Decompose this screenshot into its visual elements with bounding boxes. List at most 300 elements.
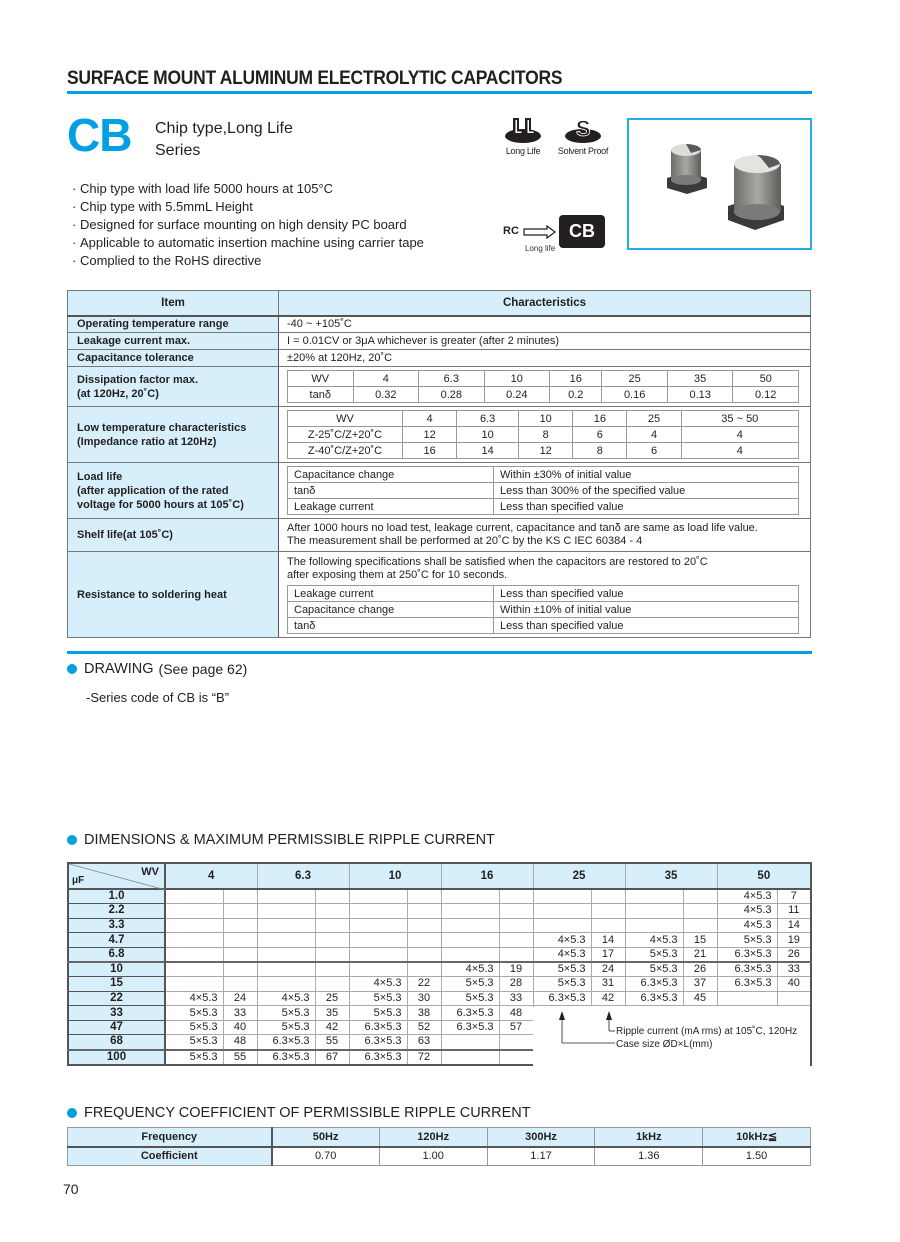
ripple-current-cell: [315, 889, 349, 904]
col-header-characteristics: Characteristics: [279, 291, 811, 316]
solvent-proof-label: Solvent Proof: [557, 146, 609, 156]
ripple-current-cell: 72: [407, 1050, 441, 1065]
case-size-cell: [165, 962, 223, 977]
case-size-cell: [165, 933, 223, 948]
row-label-line: (after application of the rated: [77, 484, 229, 497]
row-label: [68, 407, 279, 463]
case-size-cell: [257, 889, 315, 904]
ripple-current-cell: 19: [499, 962, 533, 977]
case-size-cell: 5×5.3: [625, 962, 683, 977]
spec-value: Less than specified value: [494, 618, 799, 634]
case-size-cell: 6.3×5.3: [717, 977, 777, 992]
ripple-current-cell: 40: [777, 977, 811, 992]
product-photo: [627, 118, 812, 250]
wv-value: 25: [627, 411, 681, 427]
ripple-current-cell: [407, 889, 441, 904]
ripple-current-cell: 48: [223, 1035, 257, 1050]
case-size-cell: [349, 962, 407, 977]
capacitance-cell: 4.7: [68, 933, 165, 948]
row-label: [68, 463, 279, 519]
bullet-icon: [67, 835, 77, 845]
case-size-cell: [625, 918, 683, 933]
case-size-cell: 6.3×5.3: [625, 991, 683, 1006]
bullet-icon: [67, 1108, 77, 1118]
capacitance-cell: 47: [68, 1020, 165, 1035]
coefficient-value: 0.70: [272, 1147, 380, 1166]
table-row: [68, 947, 811, 962]
ripple-current-cell: [407, 947, 441, 962]
case-size-cell: 6.3×5.3: [257, 1050, 315, 1065]
wv-header: 4: [165, 863, 257, 889]
case-size-cell: [257, 933, 315, 948]
case-size-cell: [349, 918, 407, 933]
ripple-current-cell: [223, 947, 257, 962]
frequency-value: 1kHz: [595, 1128, 703, 1147]
ripple-current-cell: 37: [683, 977, 717, 992]
case-size-cell: [441, 918, 499, 933]
spec-value: Less than 300% of the specified value: [494, 483, 799, 499]
ripple-current-cell: [315, 977, 349, 992]
spec-key: Leakage current: [288, 586, 494, 602]
wv-header: 35: [625, 863, 717, 889]
table-row: [68, 977, 811, 992]
spec-value: Within ±10% of initial value: [494, 602, 799, 618]
case-size-cell: 5×5.3: [257, 1020, 315, 1035]
ripple-current-cell: 45: [683, 991, 717, 1006]
case-size-cell: 5×5.3: [441, 991, 499, 1006]
ripple-current-cell: 55: [223, 1050, 257, 1065]
low-temp-table: [287, 410, 799, 459]
ripple-current-cell: [223, 977, 257, 992]
row-label-line: Low temperature characteristics: [77, 421, 247, 434]
ripple-current-cell: [223, 904, 257, 919]
row-value: I = 0.01CV or 3μA whichever is greater (after 2 minutes): [279, 333, 811, 350]
case-size-cell: 6.3×5.3: [349, 1020, 407, 1035]
case-size-cell: 4×5.3: [533, 933, 591, 948]
case-size-cell: 5×5.3: [349, 991, 407, 1006]
impedance-value: 12: [403, 427, 457, 443]
case-size-cell: 4×5.3: [349, 977, 407, 992]
drawing-page-ref: (See page 62): [158, 661, 248, 677]
table-row: [68, 350, 811, 367]
case-size-cell: 6.3×5.3: [349, 1050, 407, 1065]
ripple-current-cell: [407, 918, 441, 933]
case-size-cell: [349, 947, 407, 962]
case-size-cell: 5×5.3: [533, 962, 591, 977]
ripple-current-cell: 25: [315, 991, 349, 1006]
impedance-value: 4: [681, 443, 798, 459]
capacitance-cell: 6.8: [68, 947, 165, 962]
table-row: [68, 918, 811, 933]
ripple-current-cell: [315, 962, 349, 977]
soldering-note: after exposing them at 250˚C for 10 seconds.: [287, 569, 508, 581]
legend-ripple: Ripple current (mA rms) at 105˚C, 120Hz: [616, 1026, 798, 1037]
case-size-cell: [441, 947, 499, 962]
case-size-cell: [441, 904, 499, 919]
ripple-current-cell: 52: [407, 1020, 441, 1035]
case-size-cell: [349, 933, 407, 948]
row-label: Operating temperature range: [68, 316, 279, 333]
ripple-current-cell: [315, 947, 349, 962]
table-row: [68, 333, 811, 350]
series-name-line2: Series: [155, 142, 201, 159]
impedance-value: 16: [403, 443, 457, 459]
ripple-current-cell: 28: [499, 977, 533, 992]
coefficient-label: Coefficient: [68, 1147, 272, 1166]
uf-corner-label: μF: [72, 875, 85, 886]
lineage-note: Long life: [525, 244, 556, 253]
impedance-label: Z-25˚C/Z+20˚C: [288, 427, 403, 443]
coefficient-value: 1.50: [703, 1147, 811, 1166]
arrow-right-icon: [523, 225, 557, 239]
wv-value: 35: [667, 371, 733, 387]
case-size-cell: 4×5.3: [717, 889, 777, 904]
case-size-cell: [441, 933, 499, 948]
ripple-current-cell: 14: [777, 918, 811, 933]
spec-key: Leakage current: [288, 499, 494, 515]
ripple-current-cell: [407, 904, 441, 919]
capacitance-cell: 15: [68, 977, 165, 992]
impedance-value: 6: [627, 443, 681, 459]
shelf-life-line: The measurement shall be performed at 20˚C by the KS C IEC 60384 - 4: [287, 535, 643, 547]
ripple-current-cell: 22: [407, 977, 441, 992]
case-size-cell: [625, 889, 683, 904]
ripple-current-cell: [591, 904, 625, 919]
dissipation-table: [287, 370, 799, 403]
case-size-cell: [257, 947, 315, 962]
solvent-proof-badge: [553, 116, 613, 156]
feature-item: · Chip type with load life 5000 hours at 105°C: [72, 180, 424, 198]
wv-value: 16: [573, 411, 627, 427]
case-size-cell: [349, 889, 407, 904]
table-row: [68, 316, 811, 333]
dimensions-legend: [533, 1007, 810, 1067]
svg-text:S: S: [575, 116, 591, 141]
ripple-current-cell: 33: [777, 962, 811, 977]
table-row: [68, 519, 811, 552]
frequency-title: FREQUENCY COEFFICIENT OF PERMISSIBLE RIPPLE CURRENT: [84, 1105, 531, 1121]
capacitance-cell: 1.0: [68, 889, 165, 904]
case-size-cell: [165, 947, 223, 962]
table-row: [68, 407, 811, 463]
case-size-cell: 5×5.3: [165, 1006, 223, 1021]
coefficient-value: 1.00: [379, 1147, 487, 1166]
case-size-cell: [257, 977, 315, 992]
case-size-cell: 4×5.3: [165, 991, 223, 1006]
wv-header: 6.3: [257, 863, 349, 889]
tan-value: 0.2: [550, 387, 602, 403]
case-size-cell: [533, 889, 591, 904]
load-life-table: [287, 466, 799, 515]
tan-value: 0.13: [667, 387, 733, 403]
case-size-cell: [717, 991, 777, 1006]
spec-key: Capacitance change: [288, 467, 494, 483]
case-size-cell: [165, 918, 223, 933]
wv-value: 6.3: [419, 371, 485, 387]
table-row: [68, 889, 811, 904]
dimensions-heading: [67, 832, 495, 848]
coefficient-value: 1.36: [595, 1147, 703, 1166]
impedance-value: 8: [573, 443, 627, 459]
case-size-cell: [165, 904, 223, 919]
ripple-current-cell: [407, 933, 441, 948]
frequency-value: 50Hz: [272, 1128, 380, 1147]
ripple-current-cell: 42: [591, 991, 625, 1006]
feature-item: · Designed for surface mounting on high density PC board: [72, 216, 424, 234]
wv-value: 10: [519, 411, 573, 427]
ripple-current-cell: 24: [591, 962, 625, 977]
ripple-current-cell: 26: [777, 947, 811, 962]
long-life-icon: [503, 116, 543, 144]
tan-label: tanδ: [288, 387, 354, 403]
ripple-current-cell: 15: [683, 933, 717, 948]
corner-header: [68, 863, 165, 889]
page-title: SURFACE MOUNT ALUMINUM ELECTROLYTIC CAPACITORS: [67, 68, 563, 89]
ripple-current-cell: [591, 918, 625, 933]
current-series-box: CB: [559, 215, 605, 248]
ripple-current-cell: 33: [499, 991, 533, 1006]
ripple-current-cell: [223, 918, 257, 933]
ripple-current-cell: 67: [315, 1050, 349, 1065]
dissipation-cell: [279, 367, 811, 407]
frequency-value: 120Hz: [379, 1128, 487, 1147]
case-size-cell: 6.3×5.3: [349, 1035, 407, 1050]
case-size-cell: 4×5.3: [533, 947, 591, 962]
table-row: [68, 933, 811, 948]
ripple-current-cell: [499, 947, 533, 962]
row-label: Capacitance tolerance: [68, 350, 279, 367]
case-size-cell: [165, 889, 223, 904]
case-size-cell: [533, 904, 591, 919]
wv-header: 16: [441, 863, 533, 889]
table-row: [68, 904, 811, 919]
case-size-cell: [165, 977, 223, 992]
series-lineage: [503, 215, 608, 255]
feature-list: [72, 180, 424, 270]
wv-header: 25: [533, 863, 625, 889]
legend-case-size: Case size ØD×L(mm): [616, 1039, 713, 1050]
soldering-note: The following specifications shall be satisfied when the capacitors are restored to 20˚C: [287, 556, 708, 568]
ripple-current-cell: 48: [499, 1006, 533, 1021]
ripple-current-cell: [499, 1035, 533, 1050]
coefficient-value: 1.17: [487, 1147, 595, 1166]
predecessor-series: RC: [503, 225, 519, 237]
ripple-current-cell: [777, 991, 811, 1006]
ripple-current-cell: [499, 1050, 533, 1065]
tan-value: 0.28: [419, 387, 485, 403]
case-size-cell: [349, 904, 407, 919]
impedance-value: 10: [457, 427, 519, 443]
row-label-line: Dissipation factor max.: [77, 373, 199, 386]
case-size-cell: 5×5.3: [533, 977, 591, 992]
feature-item: · Complied to the RoHS directive: [72, 252, 424, 270]
ripple-current-cell: 21: [683, 947, 717, 962]
case-size-cell: 5×5.3: [625, 947, 683, 962]
case-size-cell: 6.3×5.3: [441, 1006, 499, 1021]
ripple-current-cell: [315, 933, 349, 948]
series-name: [155, 118, 293, 162]
title-rule: [67, 91, 812, 94]
case-size-cell: 5×5.3: [717, 933, 777, 948]
case-size-cell: 5×5.3: [165, 1020, 223, 1035]
case-size-cell: 6.3×5.3: [533, 991, 591, 1006]
table-row: [68, 962, 811, 977]
wv-value: 4: [353, 371, 419, 387]
ripple-current-cell: 19: [777, 933, 811, 948]
case-size-cell: [625, 904, 683, 919]
spec-key: tanδ: [288, 483, 494, 499]
case-size-cell: 5×5.3: [257, 1006, 315, 1021]
case-size-cell: 5×5.3: [165, 1035, 223, 1050]
ripple-current-cell: [499, 933, 533, 948]
case-size-cell: 6.3×5.3: [717, 962, 777, 977]
case-size-cell: [533, 918, 591, 933]
case-size-cell: 6.3×5.3: [625, 977, 683, 992]
ripple-current-cell: 38: [407, 1006, 441, 1021]
impedance-value: 6: [573, 427, 627, 443]
frequency-value: 300Hz: [487, 1128, 595, 1147]
row-label: Leakage current max.: [68, 333, 279, 350]
row-label-line: (Impedance ratio at 120Hz): [77, 435, 217, 448]
col-header-item: Item: [68, 291, 279, 316]
ripple-current-cell: 26: [683, 962, 717, 977]
wv-label: WV: [288, 411, 403, 427]
impedance-value: 14: [457, 443, 519, 459]
bullet-icon: [67, 664, 77, 674]
ripple-current-cell: [315, 918, 349, 933]
wv-label: WV: [288, 371, 354, 387]
ripple-current-cell: [499, 889, 533, 904]
case-size-cell: 4×5.3: [441, 962, 499, 977]
ripple-current-cell: [407, 962, 441, 977]
case-size-cell: 5×5.3: [349, 1006, 407, 1021]
ripple-current-cell: [683, 904, 717, 919]
row-label: Shelf life(at 105˚C): [68, 519, 279, 552]
capacitance-cell: 10: [68, 962, 165, 977]
wv-value: 16: [550, 371, 602, 387]
case-size-cell: 6.3×5.3: [717, 947, 777, 962]
table-row: [68, 463, 811, 519]
feature-item: · Chip type with 5.5mmL Height: [72, 198, 424, 216]
ripple-current-cell: [223, 962, 257, 977]
tan-value: 0.16: [602, 387, 668, 403]
row-label-line: Load life: [77, 470, 123, 483]
ripple-current-cell: 17: [591, 947, 625, 962]
wv-value: 10: [484, 371, 550, 387]
case-size-cell: 4×5.3: [717, 904, 777, 919]
ripple-current-cell: 33: [223, 1006, 257, 1021]
case-size-cell: 6.3×5.3: [441, 1020, 499, 1035]
wv-value: 4: [403, 411, 457, 427]
case-size-cell: [257, 904, 315, 919]
low-temp-cell: [279, 407, 811, 463]
series-code: CB: [67, 109, 132, 161]
case-size-cell: [257, 918, 315, 933]
frequency-value: 10kHz≦: [703, 1128, 811, 1147]
case-size-cell: 5×5.3: [165, 1050, 223, 1065]
impedance-value: 4: [681, 427, 798, 443]
ripple-current-cell: 31: [591, 977, 625, 992]
wv-value: 35 ~ 50: [681, 411, 798, 427]
case-size-cell: 6.3×5.3: [257, 1035, 315, 1050]
shelf-life-line: After 1000 hours no load test, leakage current, capacitance and tanδ are same as load life value.: [287, 522, 758, 534]
long-life-badge: [500, 116, 546, 156]
table-row: [68, 552, 811, 638]
ripple-current-cell: [223, 933, 257, 948]
spec-value: Less than specified value: [494, 586, 799, 602]
impedance-value: 12: [519, 443, 573, 459]
case-size-cell: 4×5.3: [257, 991, 315, 1006]
impedance-value: 4: [627, 427, 681, 443]
case-size-cell: [441, 1035, 499, 1050]
case-size-cell: 5×5.3: [441, 977, 499, 992]
wv-value: 50: [733, 371, 799, 387]
case-size-cell: [441, 1050, 499, 1065]
ripple-current-cell: [315, 904, 349, 919]
row-value: -40 ~ +105˚C: [279, 316, 811, 333]
frequency-label: Frequency: [68, 1128, 272, 1147]
capacitance-cell: 68: [68, 1035, 165, 1050]
ripple-current-cell: 42: [315, 1020, 349, 1035]
series-code-note: -Series code of CB is “B”: [86, 690, 230, 705]
ripple-current-cell: 11: [777, 904, 811, 919]
dimensions-title: DIMENSIONS & MAXIMUM PERMISSIBLE RIPPLE CURRENT: [84, 832, 495, 848]
solvent-proof-icon: [563, 116, 603, 144]
ripple-current-cell: 7: [777, 889, 811, 904]
case-size-cell: 4×5.3: [717, 918, 777, 933]
spec-value: Within ±30% of initial value: [494, 467, 799, 483]
tan-value: 0.24: [484, 387, 550, 403]
spec-key: tanδ: [288, 618, 494, 634]
ripple-current-cell: 30: [407, 991, 441, 1006]
ripple-current-cell: 35: [315, 1006, 349, 1021]
ripple-current-cell: 40: [223, 1020, 257, 1035]
wv-corner-label: WV: [141, 866, 159, 878]
row-label-line: voltage for 5000 hours at 105˚C): [77, 498, 244, 511]
case-size-cell: [257, 962, 315, 977]
drawing-title: DRAWING: [84, 661, 154, 677]
wv-value: 25: [602, 371, 668, 387]
case-size-cell: 4×5.3: [625, 933, 683, 948]
section-rule: [67, 651, 812, 654]
capacitor-image: [629, 120, 810, 248]
wv-header: 10: [349, 863, 441, 889]
spec-value: Less than specified value: [494, 499, 799, 515]
soldering-table: [287, 585, 799, 634]
long-life-label: Long Life: [505, 146, 541, 156]
ripple-current-cell: 24: [223, 991, 257, 1006]
shelf-life-value: [279, 519, 811, 552]
capacitance-cell: 3.3: [68, 918, 165, 933]
ripple-current-cell: [591, 889, 625, 904]
row-label: [68, 367, 279, 407]
page-number: 70: [63, 1181, 79, 1197]
feature-item: · Applicable to automatic insertion machine using carrier tape: [72, 234, 424, 252]
row-label-line: (at 120Hz, 20˚C): [77, 387, 159, 400]
soldering-cell: [279, 552, 811, 638]
load-life-cell: [279, 463, 811, 519]
capacitance-cell: 100: [68, 1050, 165, 1065]
ripple-current-cell: 55: [315, 1035, 349, 1050]
tan-value: 0.12: [733, 387, 799, 403]
wv-header: 50: [717, 863, 811, 889]
ripple-current-cell: [683, 889, 717, 904]
table-row: [68, 367, 811, 407]
impedance-label: Z-40˚C/Z+20˚C: [288, 443, 403, 459]
case-size-cell: [441, 889, 499, 904]
ripple-current-cell: [223, 889, 257, 904]
frequency-heading: [67, 1105, 531, 1121]
